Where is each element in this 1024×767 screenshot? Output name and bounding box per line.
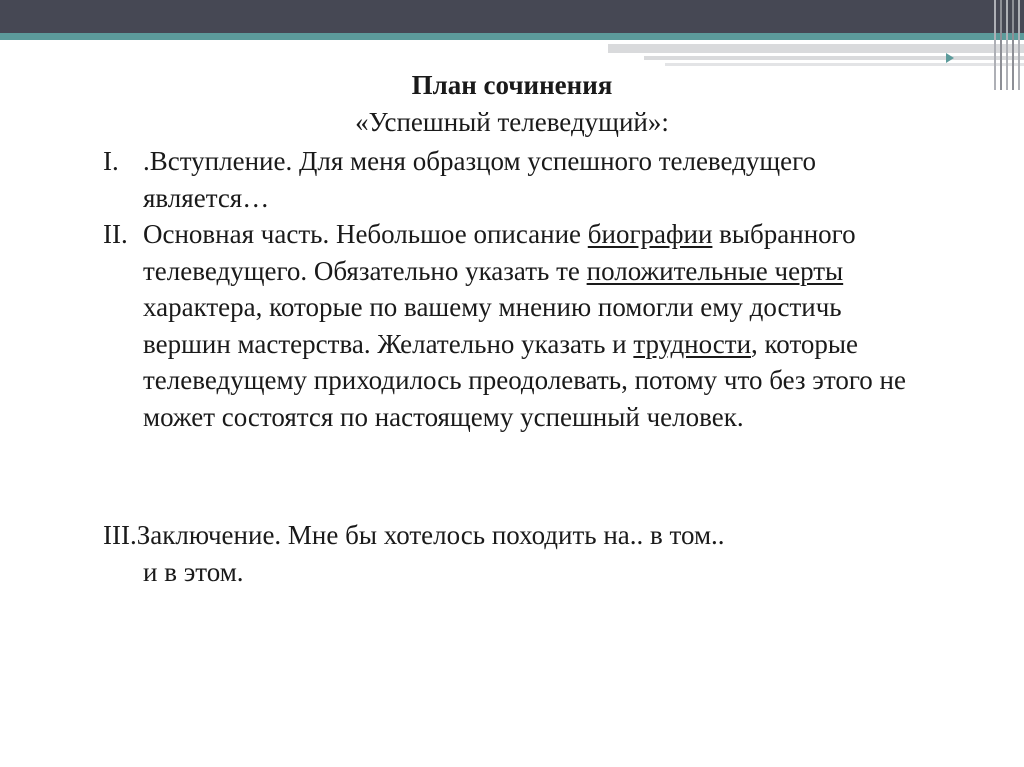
- header-decor-strip: [644, 56, 1024, 60]
- underlined-term: положительные черты: [586, 255, 844, 286]
- item-number: II.: [103, 219, 128, 249]
- slide-title: План сочинения: [411, 70, 613, 100]
- text-fragment: Заключение. Мне бы хотелось походить на.. в том..: [136, 520, 725, 550]
- header-decor-strip: [608, 44, 1024, 53]
- underlined-term: трудности: [633, 328, 752, 359]
- plan-item-intro: [103, 143, 923, 216]
- plan-item-conclusion: [103, 517, 923, 590]
- header-bar-teal: [0, 33, 1024, 40]
- item-number: I.: [103, 146, 119, 176]
- text-fragment: Основная часть. Небольшое описание: [143, 219, 588, 249]
- text-fragment: , которые телеведущему приходилось преодолевать, потому что без этого не может состоятся по настоящему успешный человек.: [143, 328, 906, 432]
- item-text: [103, 517, 923, 554]
- text-fragment: характера, которые по вашему мнению помогли ему достичь вершин мастерства. Желательно указать и: [143, 292, 842, 359]
- triangle-ornament-icon: [946, 53, 954, 63]
- text-fragment: выбранного телеведущего. Обязательно указать те: [143, 219, 856, 286]
- header-bar-dark: [0, 0, 1024, 33]
- item-text: .Вступление. Для меня образцом успешного телеведущего является…: [143, 146, 817, 213]
- item-text: [143, 216, 923, 435]
- slide-subtitle: «Успешный телеведущий»:: [355, 107, 669, 137]
- plan-item-main: [103, 216, 923, 435]
- header-decor-strip: [665, 63, 1024, 66]
- underlined-term: биографии: [587, 219, 713, 249]
- item-number: III.: [103, 520, 137, 550]
- text-fragment: и в этом.: [143, 556, 244, 587]
